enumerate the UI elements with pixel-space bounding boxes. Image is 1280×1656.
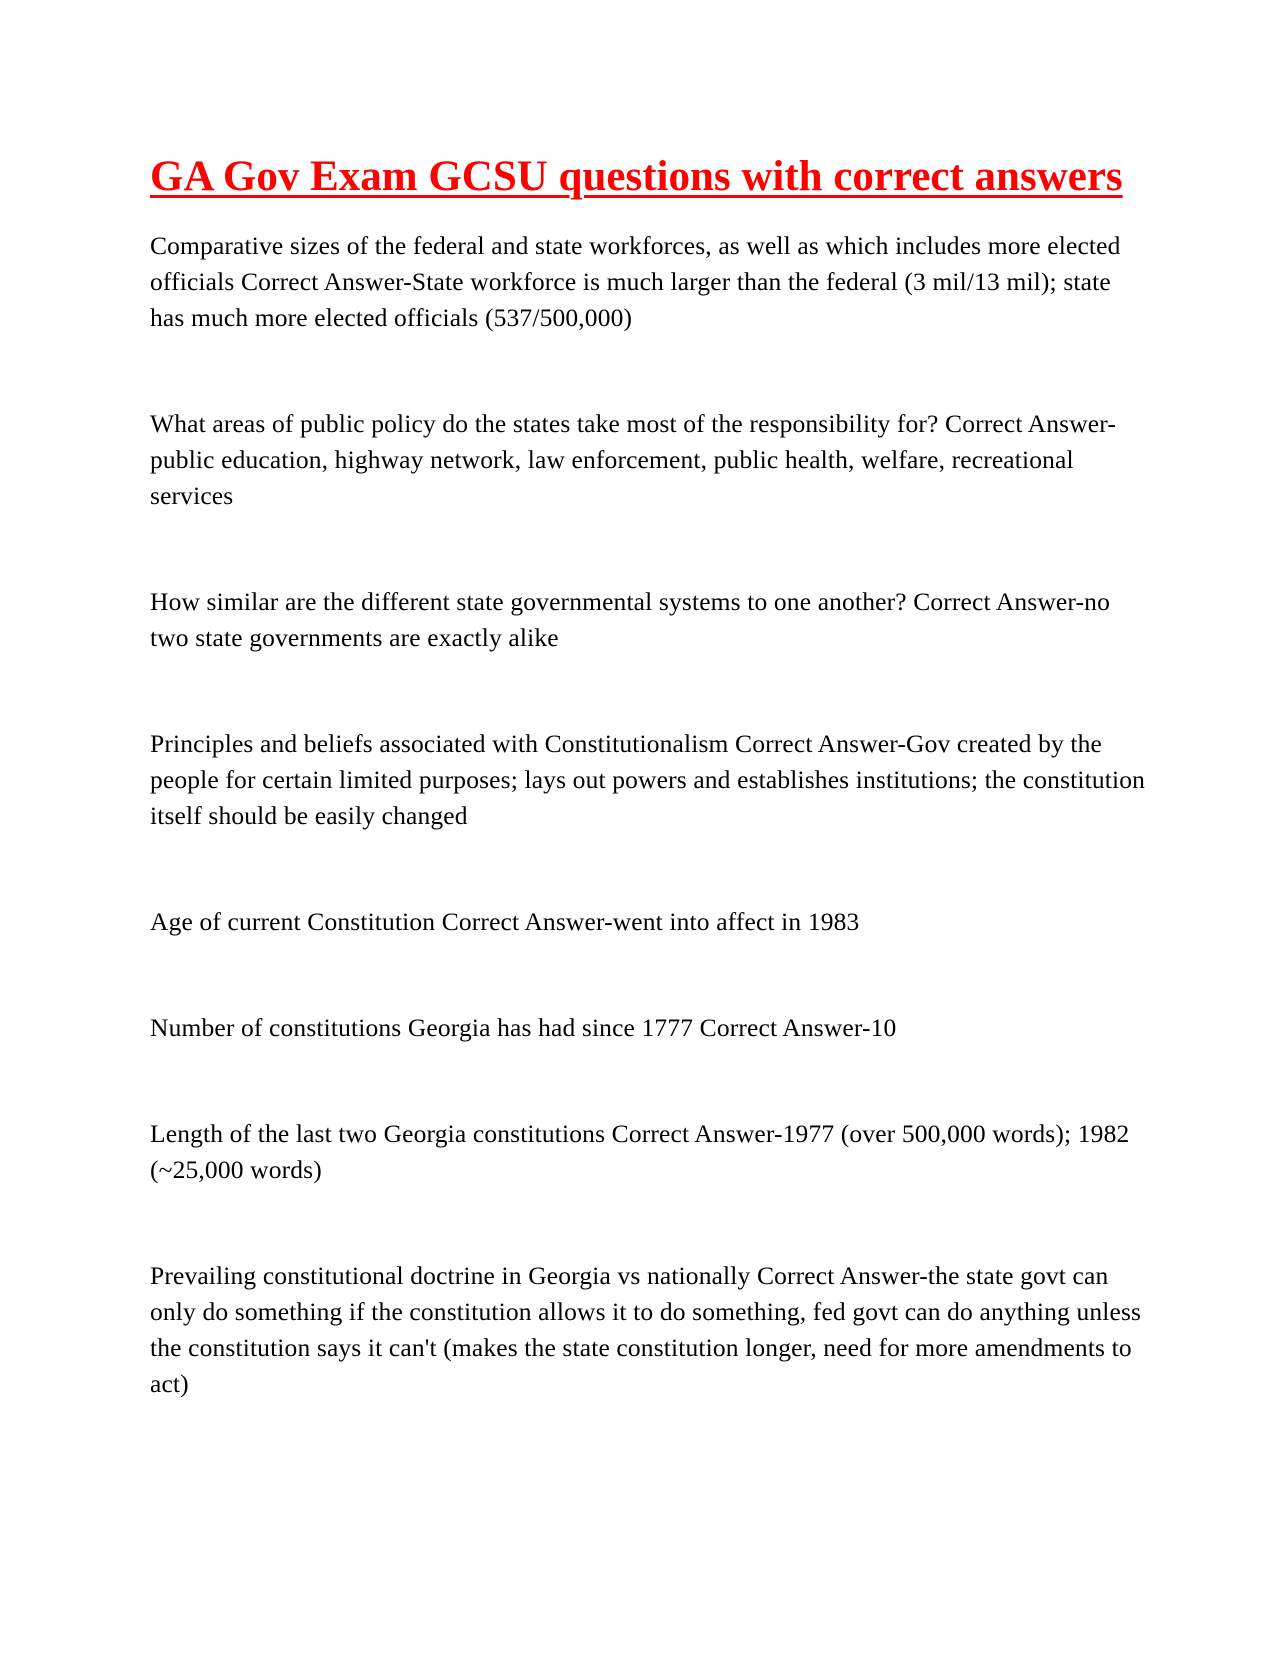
- document-title: GA Gov Exam GCSU questions with correct answers: [150, 153, 1123, 200]
- document-page: [150, 148, 1150, 1472]
- qa-item: Age of current Constitution Correct Answer-went into affect in 1983: [150, 907, 860, 936]
- qa-list: [150, 228, 1150, 1402]
- qa-item: Length of the last two Georgia constitutions Correct Answer-1977 (over 500,000 words); 1982 (~25,000 words): [150, 1119, 1130, 1184]
- qa-item: Prevailing constitutional doctrine in Georgia vs nationally Correct Answer-the state govt can only do something if the constitution allows it to do something, fed govt can do anything unless the constitution says it can't (makes the state constitution longer, need for more amendments to act): [150, 1261, 1142, 1398]
- qa-item: Number of constitutions Georgia has had since 1777 Correct Answer-10: [150, 1013, 897, 1042]
- qa-item: How similar are the different state governmental systems to one another? Correct Answer-no two state governments are exactly alike: [150, 587, 1110, 652]
- qa-item: What areas of public policy do the states take most of the responsibility for? Correct Answer-public education, highway network, law enforcement, public health, welfare, recreational services: [150, 409, 1117, 510]
- qa-item: Comparative sizes of the federal and state workforces, as well as which includes more elected officials Correct Answer-State workforce is much larger than the federal (3 mil/13 mil); state has much more elected officials (537/500,000): [150, 231, 1121, 332]
- qa-item: Principles and beliefs associated with Constitutionalism Correct Answer-Gov created by the people for certain limited purposes; lays out powers and establishes institutions; the constitution itself should be easily changed: [150, 729, 1146, 830]
